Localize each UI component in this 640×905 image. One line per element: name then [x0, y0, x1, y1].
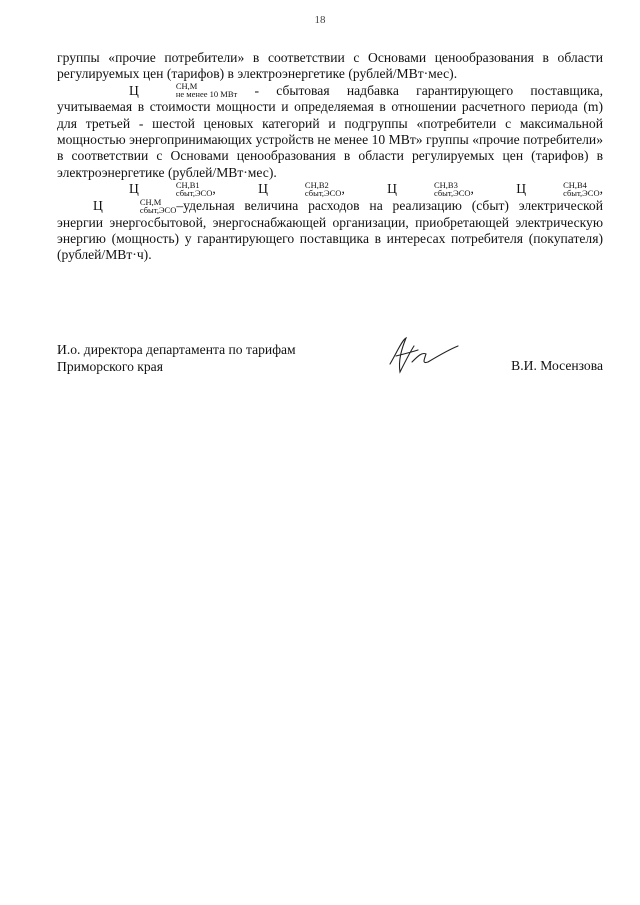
paragraph-3-text: –удельная величина расходов на реализацию (сбыт) электрической энергии энергосбытовой, энергоснабжающей организации, приобретающей электрическую энергию (мощность) у гарантирующего поставщика в интересах потребителя (покупателя) (рублей/МВт·ч). [57, 197, 603, 263]
price-symbol [93, 181, 212, 198]
document-body [57, 50, 603, 264]
price-symbol [480, 181, 599, 198]
symbol-subscript: сбыт,ЭСО [433, 187, 471, 198]
separator: , [599, 180, 604, 196]
symbol-superscript: СН,М [175, 81, 198, 92]
symbol-superscript: СН,В3 [433, 179, 458, 190]
symbol-base: Ц [129, 82, 139, 98]
paragraph-2-text: - сбытовая надбавка гарантирующего поставщика, учитываемая в стоимости мощности и определяемая в отношении расчетного периода (m) для третьей - шестой ценовых категорий и подгруппы «потребители с максимальной мощностью энергопринимающих устройств не менее 10 МВт» группы «прочие потребители» в соответствии с Основами ценообразования в области регулируемых цен (тарифов) в электроэнергетике (рублей/МВт·мес). [57, 82, 603, 180]
symbol-subscript: сбыт,ЭСО [304, 187, 342, 198]
separator: , [470, 180, 481, 196]
symbol-superscript: СН,В4 [563, 179, 587, 190]
signatory-position [57, 342, 296, 375]
symbol-base: Ц [93, 197, 103, 213]
symbol-superscript: СН,В1 [175, 179, 200, 190]
signatory-name: В.И. Мосензова [511, 358, 603, 373]
paragraph-3 [57, 181, 603, 264]
symbol-base: Ц [258, 180, 268, 196]
symbol-subscript: сбыт,ЭСО [139, 204, 177, 215]
symbol-subscript: не менее 10 МВт [175, 89, 238, 100]
position-line-1: И.о. директора департамента по тарифам [57, 342, 296, 357]
price-symbol [222, 181, 341, 198]
paragraph-2 [57, 83, 603, 181]
paragraph-1: группы «прочие потребители» в соответствии с Основами ценообразования в области регулируемых цен (тарифов) в электроэнергетике (рублей/МВт·мес). [57, 50, 603, 82]
price-symbol [57, 198, 176, 215]
symbol-subscript: сбыт,ЭСО [175, 187, 213, 198]
separator: , [341, 180, 352, 196]
symbol-subscript: сбыт,ЭСО [563, 187, 600, 198]
symbol-superscript: СН,В2 [304, 179, 329, 190]
symbol-base: Ц [129, 180, 139, 196]
price-symbol [351, 181, 470, 198]
handwritten-signature [382, 334, 462, 380]
symbol-base: Ц [516, 180, 527, 196]
price-symbol [93, 83, 237, 100]
symbol-base: Ц [387, 180, 397, 196]
page-number: 18 [314, 14, 326, 26]
separator: , [212, 180, 223, 196]
position-line-2: Приморского края [57, 358, 163, 374]
symbol-superscript: СН,М [139, 196, 162, 207]
